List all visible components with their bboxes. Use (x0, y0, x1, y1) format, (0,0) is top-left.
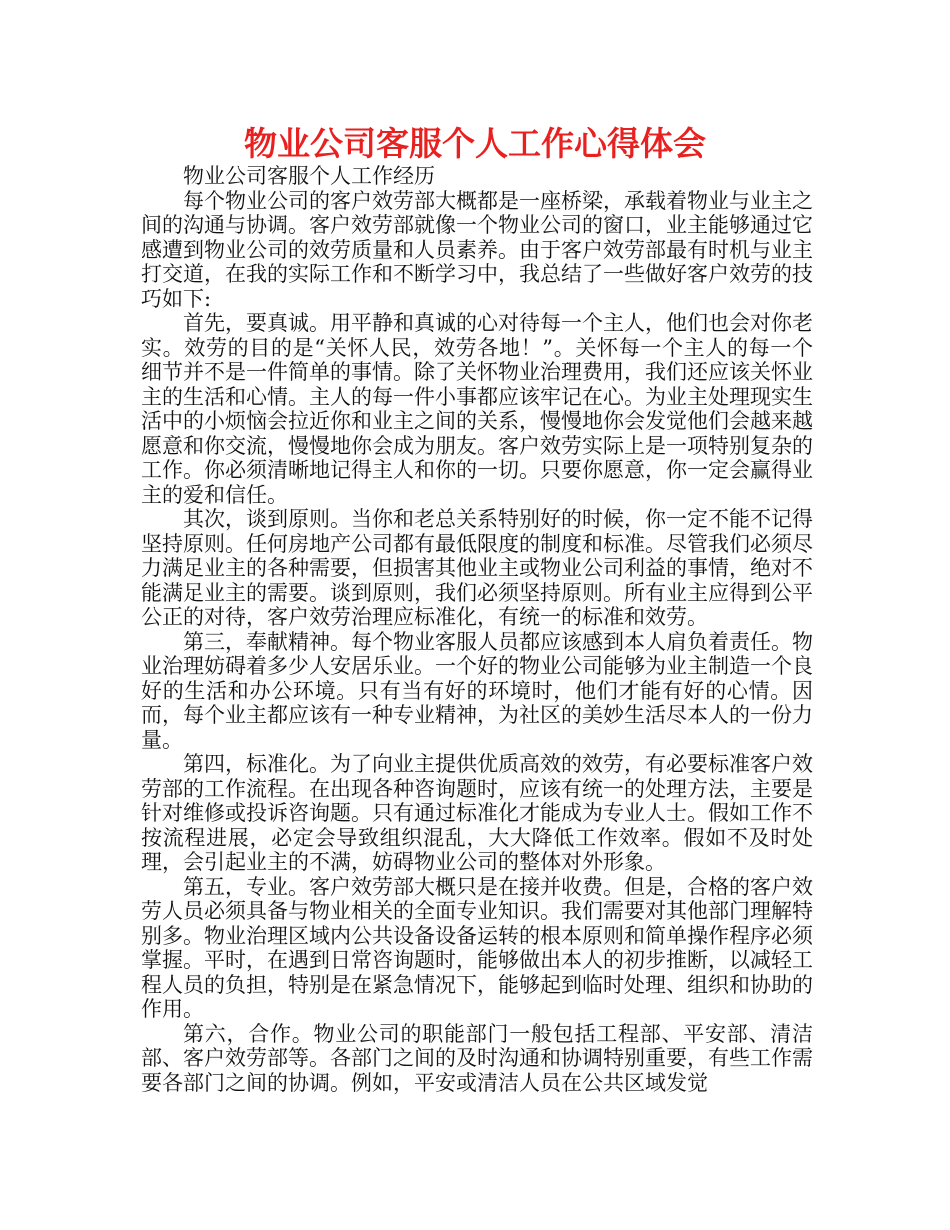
document-body (141, 164, 813, 1095)
document-title: 物业公司客服个人工作心得体会 (244, 124, 706, 163)
paragraph-intro: 每个物业公司的客户效劳部大概都是一座桥梁，承载着物业与业主之间的沟通与协调。客户效劳部就像一个物业公司的窗口，业主能够通过它感遭到物业公司的效劳质量和人员素养。由于客户效劳部最有时机与业主打交道，在我的实际工作和不断学习中，我总结了一些做好客户效劳的技巧如下: (141, 188, 813, 311)
paragraph-cooperation: 第六，合作。物业公司的职能部门一般包括工程部、平安部、清洁部、客户效劳部等。各部门之间的及时沟通和协调特别重要，有些工作需要各部门之间的协调。例如，平安或清洁人员在公共区域发觉 (141, 1021, 813, 1095)
paragraph-subtitle: 物业公司客服个人工作经历 (183, 164, 435, 188)
paragraph-standardization: 第四，标准化。为了向业主提供优质高效的效劳，有必要标准客户效劳部的工作流程。在出现各种咨询题时，应该有统一的处理方法，主要是针对维修或投诉咨询题。只有通过标准化才能成为专业人士。假如工作不按流程进展，必定会导致组织混乱，大大降低工作效率。假如不及时处理，会引起业主的不满，妨碍物业公司的整体对外形象。 (141, 752, 813, 874)
paragraph-professional: 第五，专业。客户效劳部大概只是在接并收费。但是，合格的客户效劳人员必须具备与物业相关的全面专业知识。我们需要对其他部门理解特别多。物业治理区域内公共设备设备运转的根本原则和简单操作程序必须掌握。平时，在遇到日常咨询题时，能够做出本人的初步推断，以减轻工程人员的负担，特别是在紧急情况下，能够起到临时处理、组织和协助的作用。 (141, 874, 813, 1021)
paragraph-dedication: 第三，奉献精神。每个物业客服人员都应该感到本人肩负着责任。物业治理妨碍着多少人安居乐业。一个好的物业公司能够为业主制造一个良好的生活和办公环境。只有当有好的环境时，他们才能有好的心情。因而，每个业主都应该有一种专业精神，为社区的美妙生活尽本人的一份力量。 (141, 629, 813, 752)
paragraph-principle: 其次，谈到原则。当你和老总关系特别好的时候，你一定不能不记得坚持原则。任何房地产公司都有最低限度的制度和标准。尽管我们必须尽力满足业主的各种需要，但损害其他业主或物业公司利益的事情，绝对不能满足业主的需要。谈到原则，我们必须坚持原则。所有业主应得到公平公正的对待，客户效劳治理应标准化，有统一的标准和效劳。 (141, 507, 813, 629)
paragraph-sincerity: 首先，要真诚。用平静和真诚的心对待每一个主人，他们也会对你老实。效劳的目的是“关怀人民，效劳各地！”。关怀每一个主人的每一个细节并不是一件简单的事情。除了关怀物业治理费用，我们还应该关怀业主的生活和心情。主人的每一件小事都应该牢记在心。为业主处理现实生活中的小烦恼会拉近你和业主之间的关系，慢慢地你会发觉他们会越来越愿意和你交流，慢慢地你会成为朋友。客户效劳实际上是一项特别复杂的工作。你必须清晰地记得主人和你的一切。只要你愿意，你一定会赢得业主的爱和信任。 (141, 311, 813, 507)
